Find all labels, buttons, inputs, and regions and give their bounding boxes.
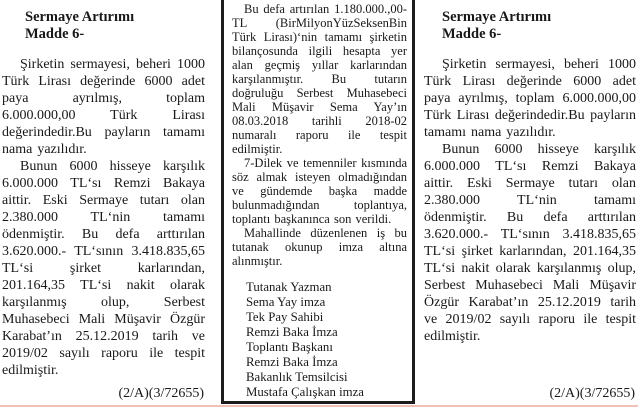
signature-line: Bakanlık Temsilcisi [246,370,348,384]
right-article-heading [424,0,636,42]
signature-line: Remzi Baka İmza [246,355,338,369]
left-article-title: Sermaye Artırımı [25,9,135,25]
right-article-paragraph: Bunun 6000 hisseye karşılık 6.000.000 TL‘sı Remzi Bakaya aittir. Eski Sermaye tutarı olan 2.380.000 TL‘nin tamamı ödenmiştir. Bu defa arttırılan 3.620.000.- TL‘sının 3.418.835,65 TL‘si şirket karlarından, 201.164,35 TL‘si nakit olarak karşılanmış olup, Serbest Muhasebeci Mali Müşavir Özgür Karabat’ın 25.12.2019 tarih ve 2019/02 sayılı raporu ile tespit edilmiştir. [424,142,636,344]
middle-paragraph: 7-Dilek ve temenniler kısmında söz almak isteyen olmadığından ve gündemde başka madde bulunmadığından toplantıya, toplantı başkanınca son verildi. [232,156,407,226]
left-article-body [2,56,205,379]
left-article-paragraph: Şirketin sermayesi, beheri 1000 Türk Lirası değerinde 6000 adet paya ayrılmış, toplam 6.000.000,00 Türk Lirası değerindedir.Bu payların tamamı nama yazılıdır. [2,57,205,157]
middle-paragraph: Bu defa artırılan 1.180.000.,00- TL (BirMilyonYüzSeksenBin Türk Lirası)‘nin tamamı şirketin bilançosunda ilgili hesapta yer alan geçmiş yıllar karlarından karşılanmıştır. Bu tutarın doğruluğu Serbest Muhasebeci Mali Müşavir Sema Yay’ın 08.03.2018 tarihli 2018-02 numaralı raporu ile tespit edilmiştir. [232,2,407,156]
signature-line: Tek Pay Sahibi [246,310,324,324]
right-article-subtitle: Madde 6- [442,25,502,42]
signature-line: Toplantı Başkanı [246,340,333,354]
right-article-paragraph: Şirketin sermayesi, beheri 1000 Türk Lirası değerinde 6000 adet paya ayrılmış, toplam 6.000.000,00 Türk Lirası değerindedir.Bu payların tamamı nama yazılıdır. [424,57,636,140]
middle-boxed-column [221,0,415,404]
middle-paragraph: Mahallinde düzenlenen iş bu tutanak okunup imza altına alınmıştır. [232,226,407,268]
right-article-column [424,0,636,407]
left-registry-reference: (2/A)(3/72655) [118,386,204,401]
signature-line: Mustafa Çalışkan imza [246,385,364,399]
signature-line: Remzi Baka İmza [246,325,338,339]
signature-line: Sema Yay imza [246,295,326,309]
right-article-title: Sermaye Artırımı [442,9,552,25]
left-article-column [2,0,205,407]
left-article-heading [2,0,205,42]
signature-block [246,280,407,400]
right-article-body [424,56,636,345]
right-registry-reference: (2/A)(3/72655) [549,386,635,401]
signature-line: Tutanak Yazman [246,280,332,294]
left-article-paragraph: Bunun 6000 hisseye karşılık 6.000.000 TL‘sı Remzi Bakaya aittir. Eski Sermaye tutarı olan 2.380.000 TL‘nin tamamı ödenmiştir. Bu defa arttırılan 3.620.000.- TL‘sının 3.418.835,65 TL‘si şirket karlarından, 201.164,35 TL‘si nakit olarak karşılanmış olup, Serbest Muhasebeci Mali Müşavir Özgür Karabat’ın 25.12.2019 tarih ve 2019/02 sayılı raporu ile tespit edilmiştir. [2,159,205,378]
left-article-subtitle: Madde 6- [25,25,85,42]
